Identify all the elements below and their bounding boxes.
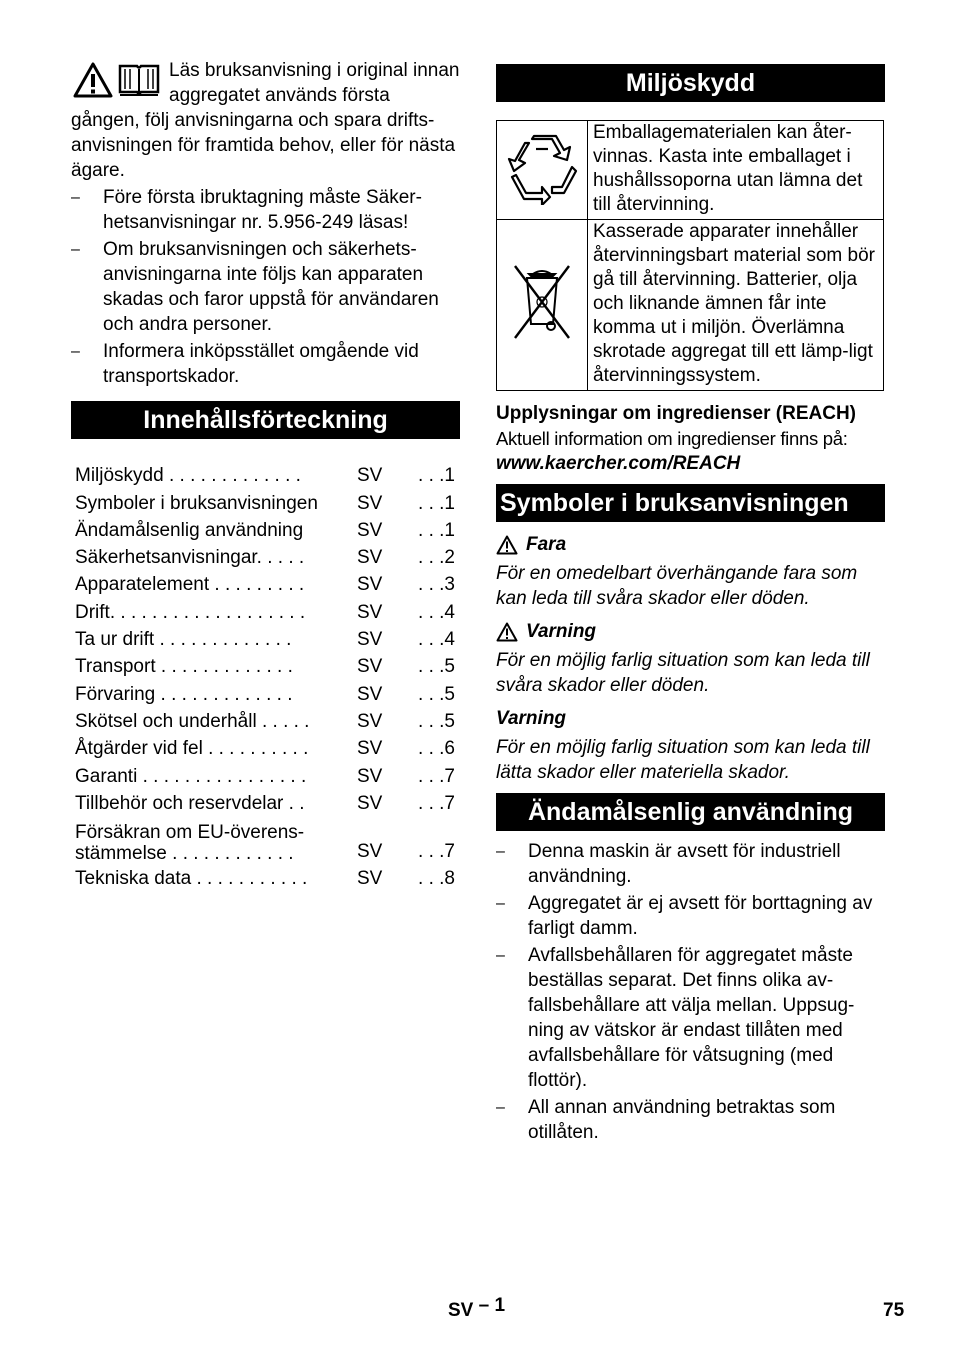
intro-block (71, 58, 460, 389)
table-cell (497, 220, 588, 391)
toc-lang: SV (357, 738, 383, 760)
intro-icons (73, 62, 161, 98)
toc-row[interactable] (71, 789, 460, 816)
miljo-heading: Miljöskydd (496, 64, 885, 102)
toc-row[interactable] (71, 761, 460, 788)
table-cell (497, 121, 588, 220)
reach-block (496, 401, 885, 476)
toc-page: . . .6 (418, 738, 455, 760)
toc-lang: SV (357, 492, 383, 514)
toc-page: . . .5 (418, 656, 455, 678)
toc-page: . . .1 (418, 519, 455, 541)
toc-lang: SV (357, 765, 383, 787)
symbols-list (496, 532, 885, 785)
list-item: – Avfallsbehållaren för aggregatet måste beställas separat. Det finns olika av-fallsbehållare att välja mellan. Uppsug-ning av vätskor är endast tillåten med avfallsbehållare för våtsugning (med flottör). (496, 943, 885, 1093)
list-item: – Aggregatet är ej avsett för borttagning av farligt damm. (496, 891, 885, 941)
bin-text: Kasserade apparater innehåller återvinningsbart material som bör gå till återvinning. Batterier, olja och liknande ämnen får inte komma ut i miljön. Överlämna skrotade aggregat till ett lämp-ligt återvinningssystem. (588, 220, 884, 391)
toc-row[interactable] (71, 461, 460, 488)
toc-lang: SV (357, 547, 383, 569)
toc-row[interactable] (71, 597, 460, 624)
toc-label: Försäkran om EU-överens-stämmelse . . . . . . . . . . . . (75, 821, 305, 864)
warning-triangle-icon (73, 62, 113, 98)
toc-label: Apparatelement . . . . . . . . . (75, 574, 305, 596)
toc-label: Transport . . . . . . . . . . . . . (75, 656, 293, 678)
toc-page: . . .4 (418, 601, 455, 623)
manual-book-icon (117, 62, 161, 98)
toc-lang: SV (357, 465, 383, 487)
toc-lang: SV (357, 601, 383, 623)
toc-lang: SV (357, 683, 383, 705)
reach-text: Aktuell information om ingredienser finns på: (496, 428, 848, 449)
list-item: – Denna maskin är avsett för industriell användning. (496, 839, 885, 889)
toc-row[interactable] (71, 516, 460, 543)
footer-section-page: – 1 (478, 1295, 506, 1316)
environment-table (496, 120, 884, 391)
symbol-description: För en möjlig farlig situation som kan leda till svåra skador eller döden. (496, 650, 870, 696)
toc-page: . . .8 (418, 868, 455, 890)
toc-row[interactable] (71, 734, 460, 761)
toc-label: Miljöskydd . . . . . . . . . . . . . (75, 465, 301, 487)
toc-row[interactable] (71, 864, 460, 891)
recycle-icon (504, 129, 580, 205)
left-column (71, 58, 460, 891)
warning-triangle-icon (496, 535, 518, 555)
table-row (497, 220, 884, 391)
table-row (497, 121, 884, 220)
symbol-fara-heading (496, 532, 885, 557)
toc-lang: SV (357, 840, 383, 862)
toc-row[interactable] (71, 488, 460, 515)
toc-label: Ta ur drift . . . . . . . . . . . . . (75, 629, 292, 651)
toc-label: Drift. . . . . . . . . . . . . . . . . . . (75, 601, 306, 623)
symbol-label: Varning (496, 708, 567, 729)
toc-lang: SV (357, 868, 383, 890)
reach-link[interactable]: www.kaercher.com/REACH (496, 453, 741, 474)
toc-row[interactable] (71, 679, 460, 706)
toc-page: . . .7 (418, 840, 455, 862)
recycle-text: Emballagematerialen kan åter-vinnas. Kasta inte emballaget i hushållssoporna utan lämna det till återvinning. (588, 121, 884, 220)
toc-label: Garanti . . . . . . . . . . . . . . . . (75, 765, 307, 787)
toc-label: Tillbehör och reservdelar . . (75, 792, 305, 814)
toc-row[interactable] (71, 625, 460, 652)
toc-lang: SV (357, 792, 383, 814)
symbols-heading: Symboler i bruksanvisningen (496, 484, 885, 522)
usage-bullets (496, 839, 885, 1145)
toc-row[interactable] (71, 543, 460, 570)
symbol-description: För en omedelbart överhängande fara som kan leda till svåra skador eller döden. (496, 563, 858, 609)
reach-title: Upplysningar om ingredienser (REACH) (496, 403, 856, 424)
symbol-varning-heading (496, 619, 885, 644)
symbol-varning-plain-heading (496, 706, 885, 731)
footer-lang: SV (448, 1300, 474, 1321)
toc-row[interactable] (71, 816, 460, 864)
page-number: 75 (883, 1300, 905, 1321)
toc-label: Förvaring . . . . . . . . . . . . . (75, 683, 293, 705)
toc-lang: SV (357, 710, 383, 732)
toc-lang: SV (357, 519, 383, 541)
toc-page: . . .5 (418, 710, 455, 732)
toc-label: Tekniska data . . . . . . . . . . . (75, 868, 308, 890)
list-item: – All annan användning betraktas som otillåten. (496, 1095, 885, 1145)
toc-page: . . .7 (418, 765, 455, 787)
toc-label: Skötsel och underhåll . . . . . (75, 710, 310, 732)
toc-lang: SV (357, 629, 383, 651)
list-item: – Före första ibruktagning måste Säker-hetsanvisningar nr. 5.956-249 läsas! (71, 185, 460, 235)
crossed-bin-icon (509, 262, 575, 342)
toc-list (71, 461, 460, 891)
toc-label: Åtgärder vid fel . . . . . . . . . . (75, 738, 309, 760)
toc-page: . . .7 (418, 792, 455, 814)
toc-page: . . .3 (418, 574, 455, 596)
toc-label: Säkerhetsanvisningar. . . . . (75, 547, 305, 569)
intro-text: Läs bruksanvisning i original innan aggregatet används första gången, följ anvisningarna och spara drifts-anvisningen för framtida behov, eller för nästa ägare. (71, 60, 460, 181)
toc-label: Ändamålsenlig användning (75, 519, 304, 541)
toc-lang: SV (357, 656, 383, 678)
toc-row[interactable] (71, 707, 460, 734)
toc-page: . . .1 (418, 465, 455, 487)
right-column (496, 58, 885, 1145)
symbol-label: Varning (526, 621, 597, 642)
toc-heading: Innehållsförteckning (71, 401, 460, 439)
intro-bullets (71, 185, 460, 389)
list-item: – Informera inköpsstället omgående vid transportskador. (71, 339, 460, 389)
toc-page: . . .4 (418, 629, 455, 651)
toc-row[interactable] (71, 652, 460, 679)
footer-section-label (448, 1295, 506, 1323)
toc-page: . . .5 (418, 683, 455, 705)
symbol-description: För en möjlig farlig situation som kan leda till lätta skador eller materiella skador. (496, 737, 870, 783)
usage-heading: Ändamålsenlig användning (496, 793, 885, 831)
symbol-label: Fara (526, 534, 567, 555)
toc-row[interactable] (71, 570, 460, 597)
toc-page: . . .2 (418, 547, 455, 569)
toc-label: Symboler i bruksanvisningen (75, 492, 318, 514)
warning-triangle-icon (496, 622, 518, 642)
list-item: – Om bruksanvisningen och säkerhets-anvisningarna inte följs kan apparaten skadas och faror uppstå för användaren och andra personer. (71, 237, 460, 337)
toc-page: . . .1 (418, 492, 455, 514)
toc-lang: SV (357, 574, 383, 596)
